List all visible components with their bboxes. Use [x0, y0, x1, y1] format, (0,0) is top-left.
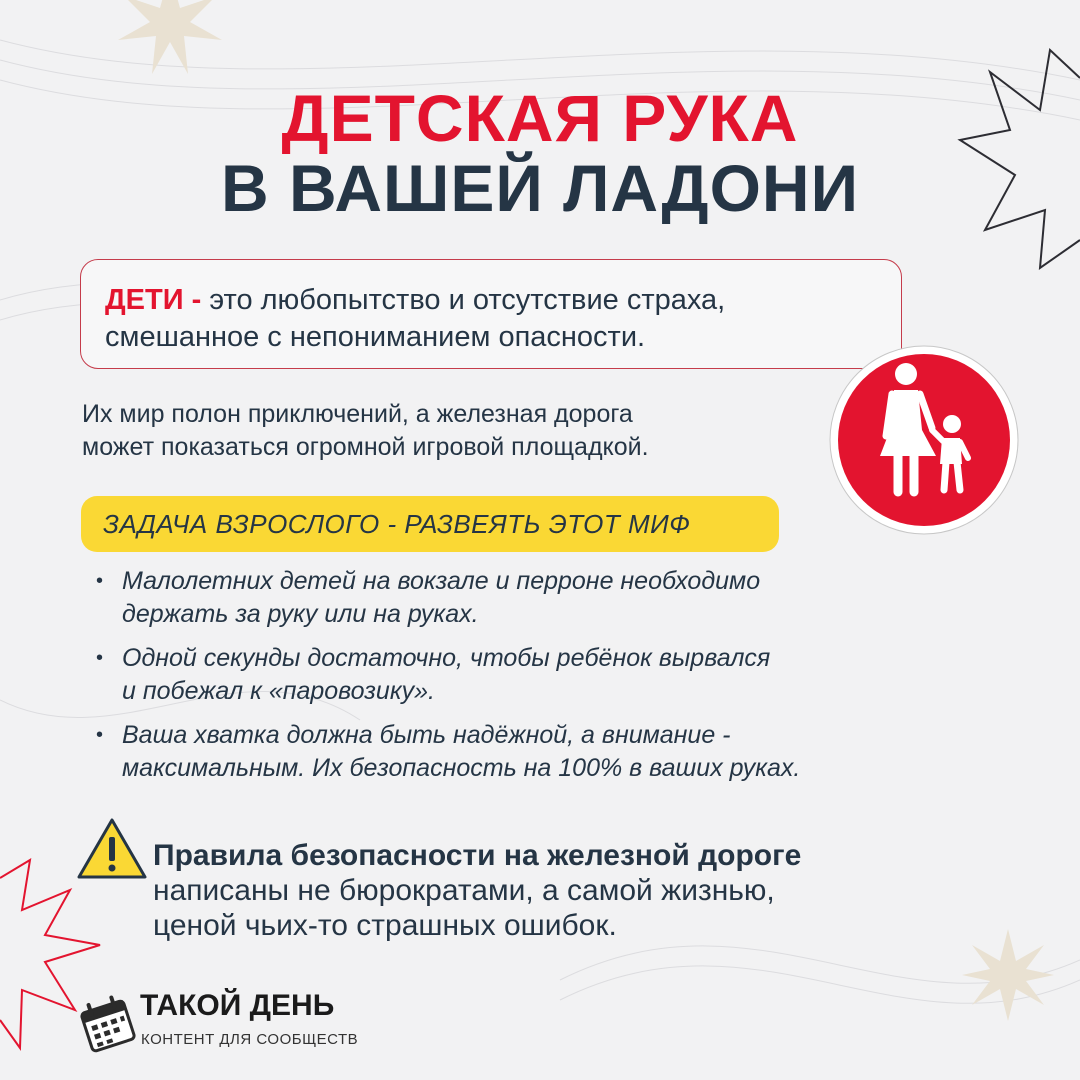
definition-line-1-rest: это любопытство и отсутствие страха,: [201, 284, 726, 316]
conclusion-text: [153, 838, 973, 943]
intro-text: [82, 398, 842, 464]
definition-box: [80, 259, 902, 369]
list-item: [96, 565, 996, 631]
list-item: [96, 719, 996, 785]
bullet-line-1: Одной секунды достаточно, чтобы ребёнок вырвался: [122, 644, 771, 672]
title-line-2: В ВАШЕЙ ЛАДОНИ: [220, 151, 860, 225]
starburst-bottom-right: [962, 929, 1054, 1021]
bullet-list: [96, 565, 996, 796]
task-highlight: ЗАДАЧА ВЗРОСЛОГО - РАЗВЕЯТЬ ЭТОТ МИФ: [81, 496, 779, 552]
conclusion-line-2: написаны не бюрократами, а самой жизнью,: [153, 874, 775, 907]
conclusion-line-1: Правила безопасности на железной дороге: [153, 839, 802, 872]
pedestrians-with-child-sign-icon: [828, 344, 1020, 536]
list-item: [96, 642, 996, 708]
brand-tagline: КОНТЕНТ ДЛЯ СООБЩЕСТВ: [141, 1031, 359, 1048]
bullet-line-1: Ваша хватка должна быть надёжной, а внимание -: [122, 721, 731, 749]
bullet-dot: •: [96, 724, 104, 746]
calendar-icon: [76, 994, 140, 1054]
intro-line-2: может показаться огромной игровой площадкой.: [82, 433, 649, 461]
bullet-line-2: держать за руку или на руках.: [122, 600, 479, 628]
bullet-dot: •: [96, 570, 104, 592]
bullet-line-1: Малолетних детей на вокзале и перроне необходимо: [122, 567, 761, 595]
definition-accent: ДЕТИ -: [105, 284, 202, 316]
bullet-line-2: максимальным. Их безопасность на 100% в ваших руках.: [122, 754, 801, 782]
conclusion-line-3: ценой чьих-то страшных ошибок.: [153, 909, 617, 942]
brand-name: ТАКОЙ ДЕНЬ: [140, 989, 335, 1022]
definition-line-1: [105, 282, 877, 319]
intro-line-1: Их мир полон приключений, а железная дорога: [82, 400, 633, 428]
warning-triangle-icon: [76, 817, 148, 881]
bullet-dot: •: [96, 647, 104, 669]
definition-line-2: смешанное с непониманием опасности.: [105, 321, 646, 353]
bullet-line-2: и побежал к «паровозику».: [122, 677, 435, 705]
title-line-1: ДЕТСКАЯ РУКА: [281, 81, 799, 155]
